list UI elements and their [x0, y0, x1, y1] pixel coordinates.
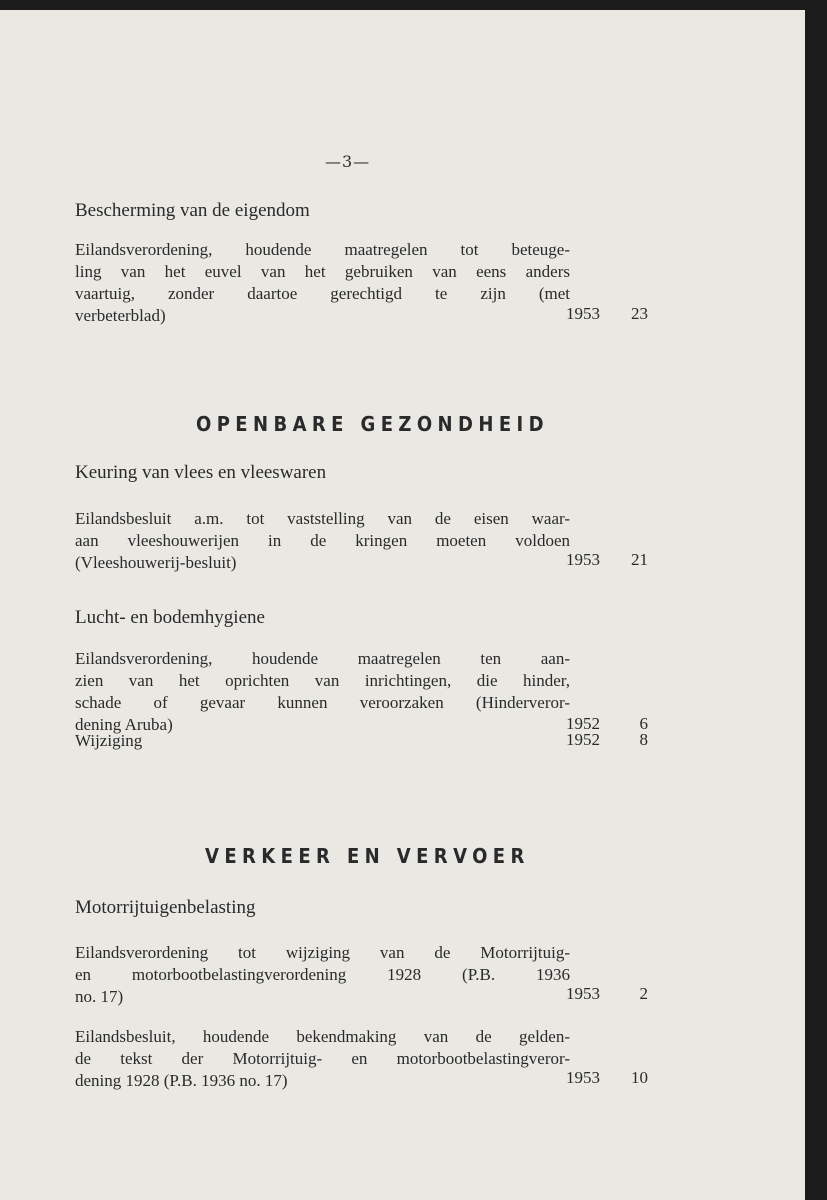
entry-line: dening Aruba)	[75, 715, 173, 734]
entry-number: 21	[631, 550, 648, 569]
entry-year: 1953	[566, 304, 600, 323]
page-number: —3—	[325, 152, 371, 171]
entry-keuring-1	[75, 508, 570, 574]
entry-year: 1953	[566, 984, 600, 1003]
section-title-verkeer-vervoer: VERKEER EN VERVOER	[205, 844, 530, 868]
entry-line: Eilandsbesluit, houdende bekendmaking van de gelden-	[75, 1027, 570, 1046]
entry-line: Eilandsverordening, houdende maatregelen tot beteuge-	[75, 240, 570, 259]
entry-year: 1953	[566, 550, 600, 569]
section-title-openbare-gezondheid: OPENBARE GEZONDHEID	[196, 412, 549, 436]
subheading-motorrijtuigenbelasting: Motorrijtuigenbelasting	[75, 897, 256, 918]
entry-line: de tekst der Motorrijtuig- en motorbootbelastingveror-	[75, 1049, 570, 1068]
entry-line: aan vleeshouwerijen in de kringen moeten voldoen	[75, 531, 570, 550]
entry-number: 23	[631, 304, 648, 323]
entry-lucht-1	[75, 648, 570, 736]
entry-bescherming-1	[75, 239, 570, 327]
subheading-lucht-bodemhygiene: Lucht- en bodemhygiene	[75, 607, 265, 628]
entry-line: zien van het oprichten van inrichtingen, die hinder,	[75, 671, 570, 690]
subheading-keuring: Keuring van vlees en vleeswaren	[75, 462, 327, 483]
entry-year: 1953	[566, 1068, 600, 1087]
entry-lucht-2	[75, 730, 570, 752]
entry-number: 8	[639, 730, 648, 749]
entry-motor-1	[75, 942, 570, 1008]
entry-line: ling van het euvel van het gebruiken van eens anders	[75, 262, 570, 281]
entry-number: 10	[631, 1068, 648, 1087]
entry-line: Eilandsbesluit a.m. tot vaststelling van de eisen waar-	[75, 509, 570, 528]
entry-line: Eilandsverordening, houdende maatregelen ten aan-	[75, 649, 570, 668]
entry-line: dening 1928 (P.B. 1936 no. 17)	[75, 1071, 288, 1090]
entry-line: vaartuig, zonder daartoe gerechtigd te zijn (met	[75, 284, 570, 303]
entry-line: Eilandsverordening tot wijziging van de Motorrijtuig-	[75, 943, 570, 962]
entry-line: verbeterblad)	[75, 306, 166, 325]
entry-line: en motorbootbelastingverordening 1928 (P.B. 1936	[75, 965, 570, 984]
entry-year: 1952	[566, 730, 600, 749]
entry-number: 2	[639, 984, 648, 1003]
entry-line: Wijziging	[75, 731, 143, 750]
entry-line: schade of gevaar kunnen veroorzaken (Hinderveror-	[75, 693, 570, 712]
document-page	[0, 10, 805, 1200]
entry-line: (Vleeshouwerij-besluit)	[75, 553, 237, 572]
entry-year: 1952	[566, 714, 600, 733]
entry-motor-2	[75, 1026, 570, 1092]
entry-number: 6	[639, 714, 648, 733]
subheading-bescherming: Bescherming van de eigendom	[75, 200, 310, 221]
entry-line: no. 17)	[75, 987, 124, 1006]
